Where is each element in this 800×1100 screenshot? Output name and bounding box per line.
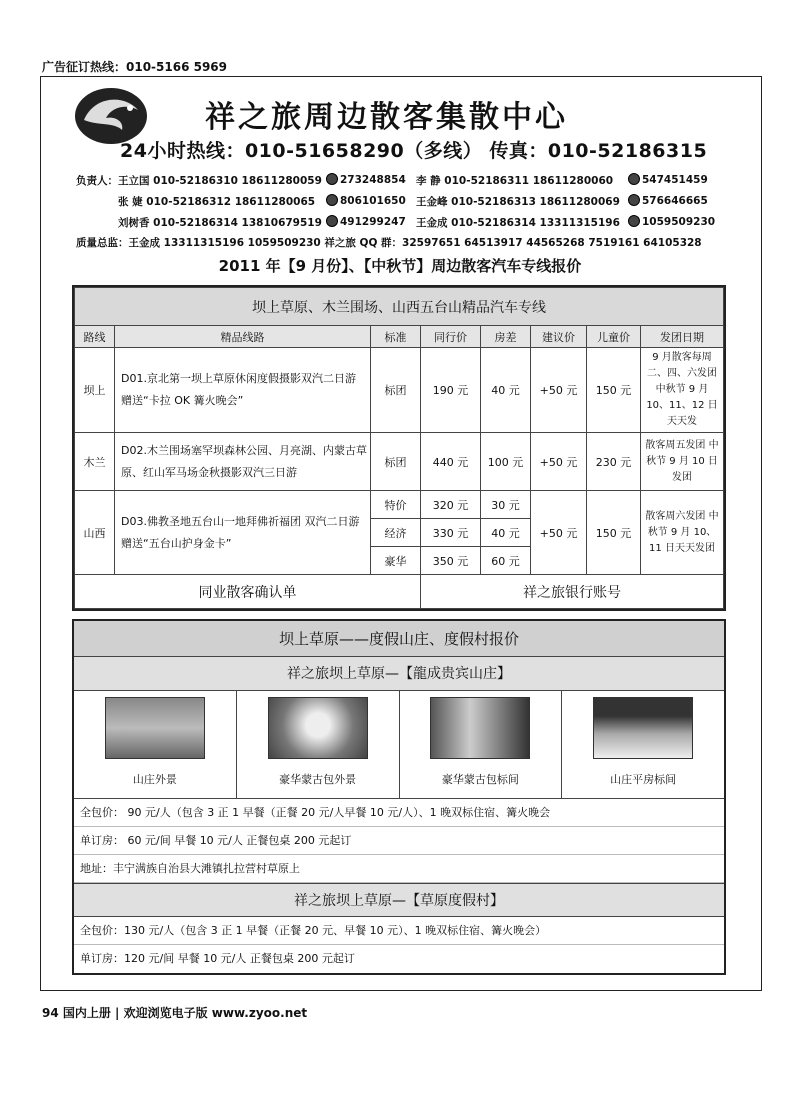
room-diff: 30 元 — [481, 491, 531, 519]
contact-label: 负责人： — [76, 175, 118, 187]
child-price: 150 元 — [587, 491, 641, 575]
suggested-price: +50 元 — [531, 348, 587, 433]
room-only-price: 单订房： 60 元/间 早餐 10 元/人 正餐包桌 200 元起订 — [74, 827, 724, 855]
contact-b: 王金峰 010-52186313 18611280069 — [416, 196, 620, 208]
resort-exterior-image — [105, 697, 205, 759]
contact-row — [76, 170, 736, 191]
col-header: 同行价 — [421, 326, 481, 348]
qq-number: 273248854 — [340, 174, 406, 186]
room-only-price: 单订房：120 元/间 早餐 10 元/人 正餐包桌 200 元起订 — [80, 952, 355, 965]
room-diff: 60 元 — [481, 547, 531, 575]
yurt-room-image — [430, 697, 530, 759]
room-diff: 100 元 — [481, 433, 531, 491]
contact-list — [76, 170, 736, 233]
photo-caption: 山庄平房标间 — [610, 773, 677, 786]
departure-date: 9 月散客每周二、四、六发团 中秋节 9 月 10、11、12 日天天发 — [641, 348, 724, 433]
yurt-exterior-image — [268, 697, 368, 759]
route-name: 山西 — [75, 491, 115, 575]
photo-caption: 豪华蒙古包标间 — [441, 773, 519, 786]
suggested-price: +50 元 — [531, 433, 587, 491]
col-header: 精品线路 — [115, 326, 371, 348]
qq-icon — [326, 215, 338, 227]
qq-number: 806101650 — [340, 195, 406, 207]
photo-item — [562, 691, 724, 798]
resort-band: 坝上草原——度假山庄、度假村报价 — [74, 621, 724, 657]
photo-caption: 豪华蒙古包外景 — [279, 773, 357, 786]
table-row — [75, 491, 724, 519]
qq-number: 547451459 — [642, 174, 708, 186]
qq-icon — [326, 194, 338, 206]
qq-number: 491299247 — [340, 216, 406, 228]
route-desc: D03.佛教圣地五台山一地拜佛祈福团 双汽二日游 赠送“五台山护身金卡” — [115, 491, 371, 575]
col-header: 发团日期 — [641, 326, 724, 348]
ad-hotline: 广告征订热线：010-5166 5969 — [42, 60, 228, 74]
address: 地址：丰宁满族自治县大滩镇扎拉营村草原上 — [74, 855, 724, 883]
standard: 标团 — [371, 433, 421, 491]
col-header: 儿童价 — [587, 326, 641, 348]
route-desc: D01.京北第一坝上草原休闲度假摄影双汽二日游 赠送“卡拉 OK 篝火晚会” — [115, 348, 371, 433]
standard: 特价 — [371, 491, 421, 519]
route-price-table — [72, 285, 726, 611]
standard: 标团 — [371, 348, 421, 433]
trade-price: 350 元 — [421, 547, 481, 575]
header-row — [75, 326, 724, 348]
child-price: 150 元 — [587, 348, 641, 433]
package-price: 全包价： 90 元/人（包含 3 正 1 早餐（正餐 20 元/人早餐 10 元/人）、1 晚双标住宿、篝火晚会 — [74, 799, 724, 827]
photo-item — [400, 691, 563, 798]
contact-a: 王立国 010-52186310 18611280059 — [118, 175, 322, 187]
resort-sub-title: 祥之旅坝上草原—【龍成贵宾山庄】 — [74, 657, 724, 691]
col-header: 标准 — [371, 326, 421, 348]
qq-icon — [628, 215, 640, 227]
departure-date: 散客周六发团 中秋节 9 月 10、11 日天天发团 — [641, 491, 724, 575]
photo-caption: 山庄外景 — [132, 773, 177, 786]
quality-director: 质量总监：王金成 13311315196 1059509230 祥之旅 QQ 群：32597651 64513917 44565268 7519161 64105328 — [76, 237, 702, 249]
section-title: 坝上草原、木兰围场、山西五台山精品汽车专线 — [75, 288, 724, 326]
route-name: 木兰 — [75, 433, 115, 491]
room-diff: 40 元 — [481, 348, 531, 433]
col-header: 建议价 — [531, 326, 587, 348]
room-diff: 40 元 — [481, 519, 531, 547]
trade-price: 190 元 — [421, 348, 481, 433]
contact-b: 王金成 010-52186314 13311315196 — [416, 217, 620, 229]
contact-a: 张 婕 010-52186312 18611280065 — [118, 196, 316, 208]
page-footer: 94 国内上册 | 欢迎浏览电子版 www.zyoo.net — [42, 1006, 308, 1020]
standard: 经济 — [371, 519, 421, 547]
qq-icon — [326, 173, 338, 185]
route-desc: D02.木兰围场塞罕坝森林公园、月亮湖、内蒙古草原、红山军马场金秋摄影双汽三日游 — [115, 433, 371, 491]
contact-row — [76, 212, 736, 233]
resort-section — [72, 619, 726, 975]
price-headline: 2011 年【9 月份】、【中秋节】周边散客汽车专线报价 — [218, 257, 582, 275]
qq-number: 1059509230 — [642, 216, 716, 228]
photo-row — [74, 691, 724, 799]
table-row — [75, 348, 724, 433]
resort-sub-title: 祥之旅坝上草原—【草原度假村】 — [74, 883, 724, 917]
suggested-price: +50 元 — [531, 491, 587, 575]
departure-date: 散客周五发团 中秋节 9 月 10 日发团 — [641, 433, 724, 491]
table-row — [75, 433, 724, 491]
route-name: 坝上 — [75, 348, 115, 433]
contact-row — [76, 191, 736, 212]
contact-a: 刘树香 010-52186314 13810679519 — [118, 217, 322, 229]
confirm-row — [75, 575, 724, 609]
page-title: 祥之旅周边散客集散中心 — [205, 100, 568, 135]
trade-price: 440 元 — [421, 433, 481, 491]
col-header: 房差 — [481, 326, 531, 348]
hotline: 24小时热线：010-51658290（多线） 传真：010-52186315 — [120, 140, 708, 162]
photo-item — [237, 691, 400, 798]
trade-price: 330 元 — [421, 519, 481, 547]
col-header: 路线 — [75, 326, 115, 348]
photo-item — [74, 691, 237, 798]
contact-b: 李 静 010-52186311 18611280060 — [416, 175, 614, 187]
trade-price: 320 元 — [421, 491, 481, 519]
bungalow-room-image — [593, 697, 693, 759]
bank-account-link[interactable]: 祥之旅银行账号 — [421, 575, 724, 609]
qq-icon — [628, 173, 640, 185]
qq-icon — [628, 194, 640, 206]
package-price: 全包价：130 元/人（包含 3 正 1 早餐（正餐 20 元、早餐 10 元）、1 晚双标住宿、篝火晚会） — [74, 917, 724, 945]
qq-number: 576646665 — [642, 195, 708, 207]
child-price: 230 元 — [587, 433, 641, 491]
confirm-form-link[interactable]: 同业散客确认单 — [75, 575, 421, 609]
standard: 豪华 — [371, 547, 421, 575]
